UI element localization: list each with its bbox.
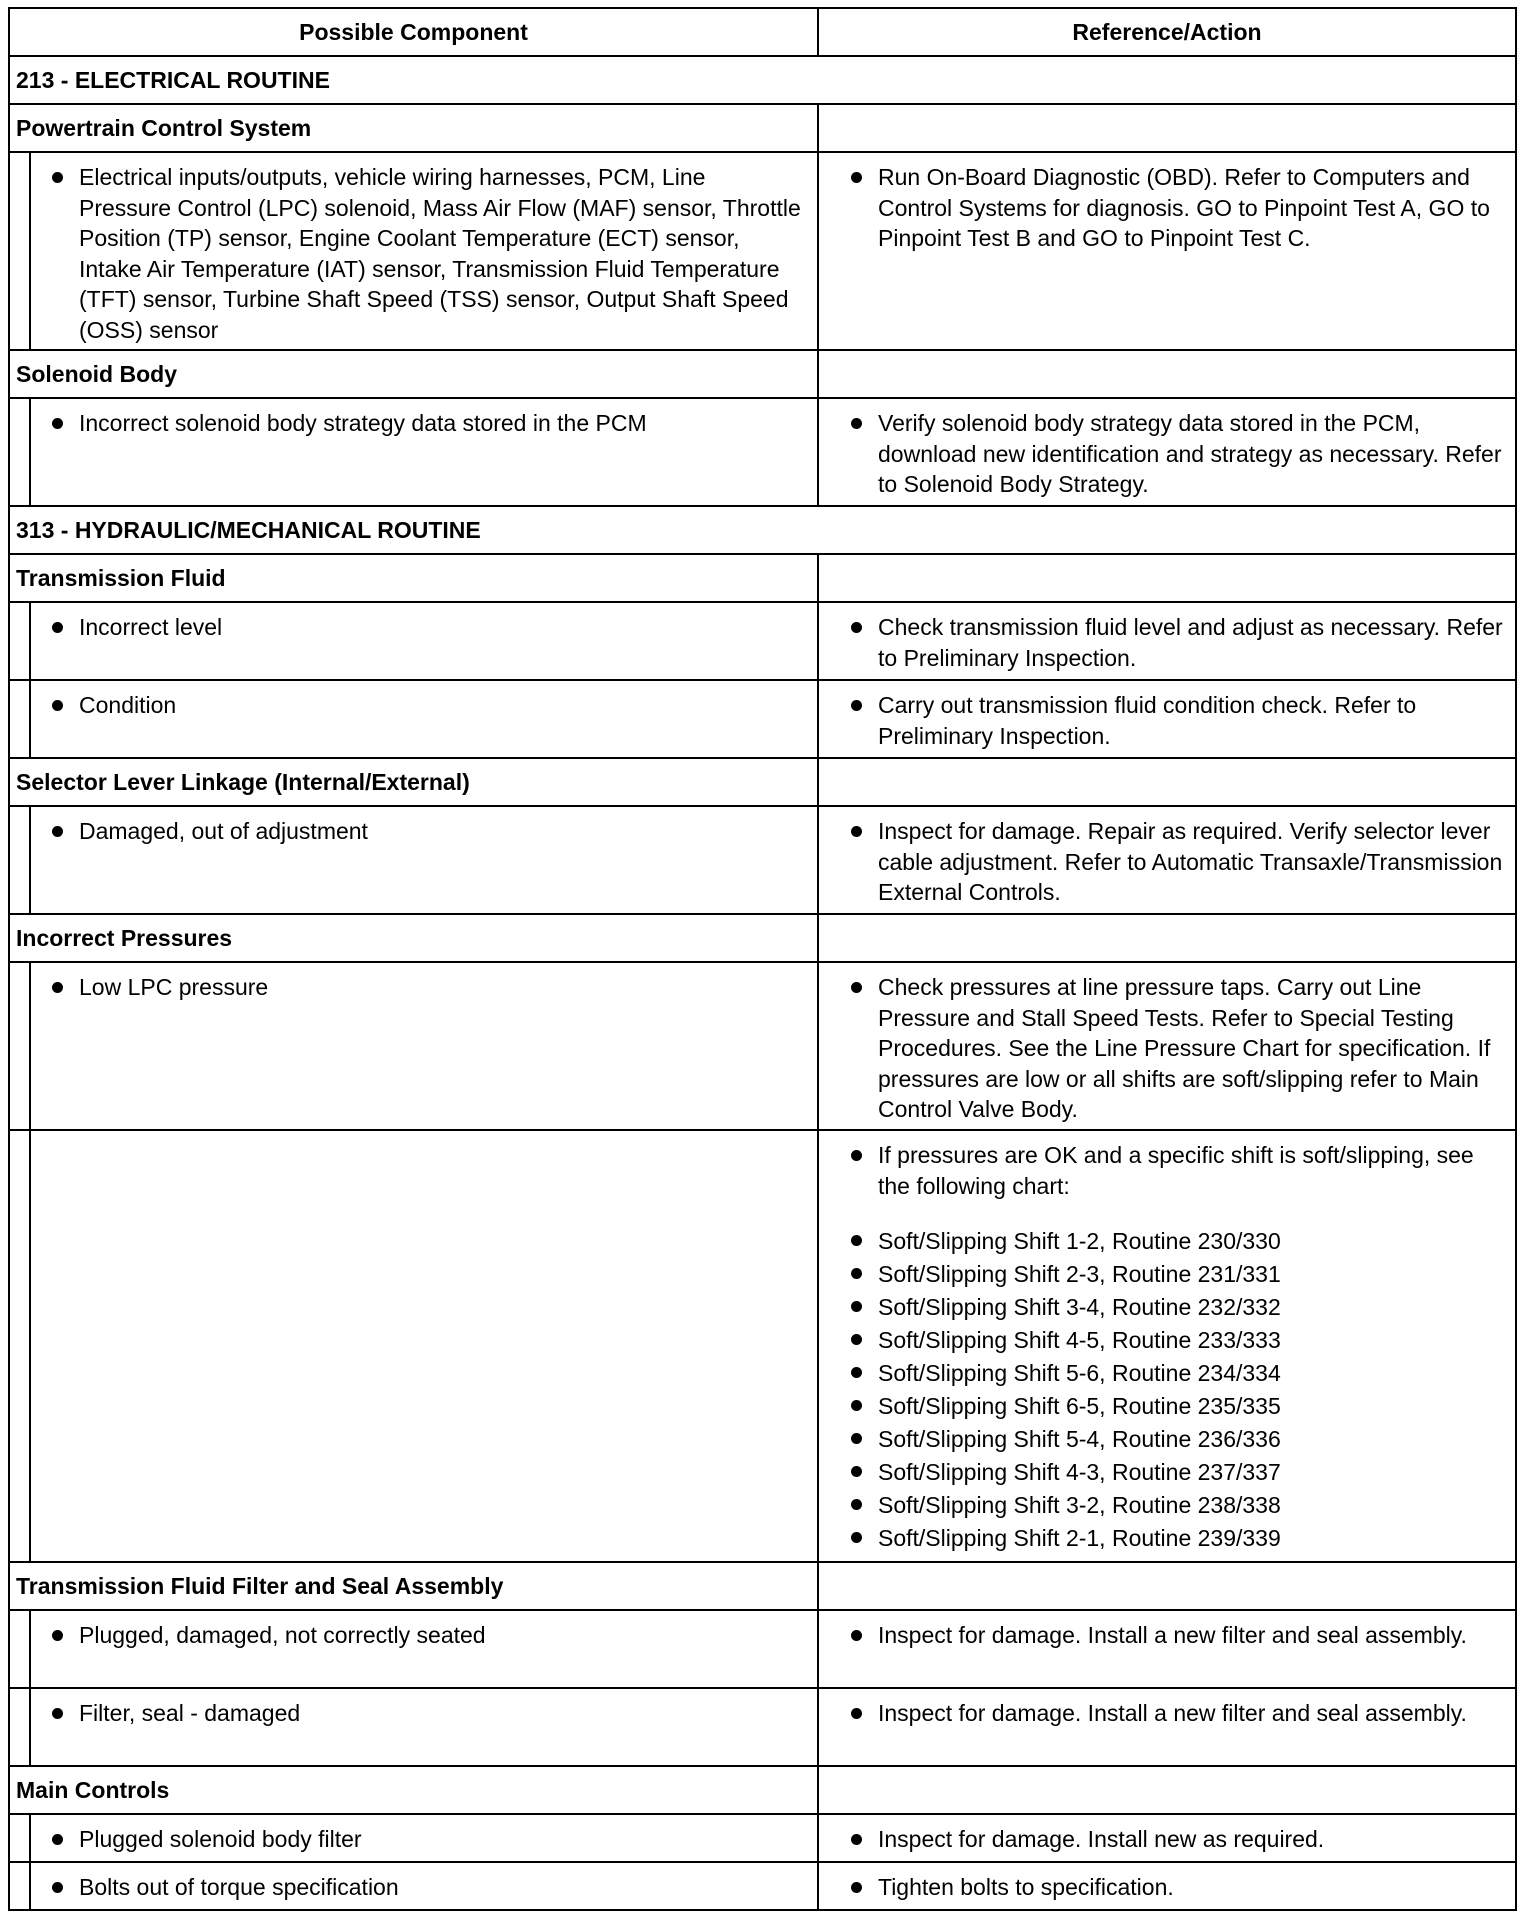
reference-cell: [818, 398, 1516, 506]
shift-routine-item: Soft/Slipping Shift 4-5, Routine 233/333: [819, 1324, 1507, 1357]
subheader-powertrain-control-system: Powertrain Control System: [9, 104, 818, 152]
table-row: [9, 962, 1516, 1130]
list-item: Electrical inputs/outputs, vehicle wiring harnesses, PCM, Line Pressure Control (LPC) solenoid, Mass Air Flow (MAF) sensor, Throttle Position (TP) sensor, Engine Coolant Temperature (ECT) sensor, Intake Air Temperature (IAT) sensor, Transmission Fluid Temperature (TFT) sensor, Turbine Shaft Speed (TSS) sensor, Output Shaft Speed (OSS) sensor: [31, 162, 803, 345]
shift-routine-item: Soft/Slipping Shift 5-6, Routine 234/334: [819, 1357, 1507, 1390]
indent-gutter: [9, 1862, 30, 1910]
reference-cell: [818, 152, 1516, 350]
component-cell-empty: [30, 1130, 818, 1562]
list-item: Inspect for damage. Repair as required. Verify selector lever cable adjustment. Refer to Automatic Transaxle/Transmission External Controls.: [819, 816, 1507, 908]
list-item: Incorrect level: [31, 612, 803, 643]
table-row: [9, 680, 1516, 758]
indent-gutter: [9, 1610, 30, 1688]
component-cell: [30, 1814, 818, 1862]
subheader-empty-cell: [818, 914, 1516, 962]
list-item: Low LPC pressure: [31, 972, 803, 1003]
indent-gutter: [9, 152, 30, 350]
indent-gutter: [9, 806, 30, 914]
indent-gutter: [9, 398, 30, 506]
list-item: Inspect for damage. Install new as required.: [819, 1824, 1507, 1855]
shift-routine-item: Soft/Slipping Shift 6-5, Routine 235/335: [819, 1390, 1507, 1423]
list-item: Filter, seal - damaged: [31, 1698, 803, 1729]
list-item: If pressures are OK and a specific shift is soft/slipping, see the following chart:: [819, 1140, 1507, 1201]
section-row: [9, 506, 1516, 554]
shift-routine-item: Soft/Slipping Shift 3-4, Routine 232/332: [819, 1291, 1507, 1324]
shift-routine-item: Soft/Slipping Shift 2-3, Routine 231/331: [819, 1258, 1507, 1291]
subheader-empty-cell: [818, 758, 1516, 806]
list-item: Run On-Board Diagnostic (OBD). Refer to Computers and Control Systems for diagnosis. GO to Pinpoint Test A, GO to Pinpoint Test B and GO to Pinpoint Test C.: [819, 162, 1507, 254]
subheader-row: [9, 1766, 1516, 1814]
component-cell: [30, 1610, 818, 1688]
subheader-row: [9, 758, 1516, 806]
reference-cell: [818, 1814, 1516, 1862]
reference-cell: [818, 602, 1516, 680]
subheader-selector-lever-linkage: Selector Lever Linkage (Internal/External): [9, 758, 818, 806]
list-item: Check pressures at line pressure taps. Carry out Line Pressure and Stall Speed Tests. Refer to Special Testing Procedures. See the Line Pressure Chart for specification. If pressures are low or all shifts are soft/slipping refer to Main Control Valve Body.: [819, 972, 1507, 1125]
list-item: Tighten bolts to specification.: [819, 1872, 1507, 1903]
list-item: Plugged solenoid body filter: [31, 1824, 803, 1855]
subheader-main-controls: Main Controls: [9, 1766, 818, 1814]
section-row: [9, 56, 1516, 104]
indent-gutter: [9, 1814, 30, 1862]
list-item: Damaged, out of adjustment: [31, 816, 803, 847]
diagnosis-table: [8, 7, 1517, 1911]
reference-cell: [818, 680, 1516, 758]
shift-routine-item: Soft/Slipping Shift 2-1, Routine 239/339: [819, 1522, 1507, 1555]
reference-cell: [818, 1688, 1516, 1766]
subheader-row: [9, 914, 1516, 962]
table-row: [9, 1862, 1516, 1910]
subheader-fluid-filter-seal-assembly: Transmission Fluid Filter and Seal Assembly: [9, 1562, 818, 1610]
component-cell: [30, 602, 818, 680]
table-row: [9, 398, 1516, 506]
table-row: [9, 602, 1516, 680]
subheader-empty-cell: [818, 1766, 1516, 1814]
shift-routine-item: Soft/Slipping Shift 5-4, Routine 236/336: [819, 1423, 1507, 1456]
table-row: [9, 152, 1516, 350]
table-row: [9, 1814, 1516, 1862]
component-cell: [30, 962, 818, 1130]
subheader-empty-cell: [818, 1562, 1516, 1610]
table-row: [9, 1130, 1516, 1562]
table-row: [9, 1688, 1516, 1766]
subheader-row: [9, 104, 1516, 152]
header-row: [9, 8, 1516, 56]
subheader-transmission-fluid: Transmission Fluid: [9, 554, 818, 602]
subheader-empty-cell: [818, 350, 1516, 398]
shift-routine-item: Soft/Slipping Shift 1-2, Routine 230/330: [819, 1225, 1507, 1258]
component-cell: [30, 152, 818, 350]
subheader-row: [9, 554, 1516, 602]
indent-gutter: [9, 962, 30, 1130]
table-row: [9, 806, 1516, 914]
indent-gutter: [9, 1688, 30, 1766]
list-item: Inspect for damage. Install a new filter and seal assembly.: [819, 1620, 1507, 1651]
list-item: Incorrect solenoid body strategy data stored in the PCM: [31, 408, 803, 439]
reference-cell: [818, 1610, 1516, 1688]
list-item: Check transmission fluid level and adjust as necessary. Refer to Preliminary Inspection.: [819, 612, 1507, 673]
subheader-incorrect-pressures: Incorrect Pressures: [9, 914, 818, 962]
section-hydraulic-mechanical-routine: 313 - HYDRAULIC/MECHANICAL ROUTINE: [9, 506, 1516, 554]
reference-cell: [818, 1862, 1516, 1910]
shift-routine-item: Soft/Slipping Shift 4-3, Routine 237/337: [819, 1456, 1507, 1489]
subheader-row: [9, 350, 1516, 398]
section-electrical-routine: 213 - ELECTRICAL ROUTINE: [9, 56, 1516, 104]
component-cell: [30, 398, 818, 506]
indent-gutter: [9, 680, 30, 758]
indent-gutter: [9, 602, 30, 680]
shift-routine-item: Soft/Slipping Shift 3-2, Routine 238/338: [819, 1489, 1507, 1522]
list-item: Condition: [31, 690, 803, 721]
subheader-empty-cell: [818, 554, 1516, 602]
subheader-solenoid-body: Solenoid Body: [9, 350, 818, 398]
component-cell: [30, 1862, 818, 1910]
component-cell: [30, 680, 818, 758]
indent-gutter: [9, 1130, 30, 1562]
header-possible-component: Possible Component: [9, 8, 818, 56]
list-item: Carry out transmission fluid condition check. Refer to Preliminary Inspection.: [819, 690, 1507, 751]
reference-cell: [818, 1130, 1516, 1562]
reference-cell: [818, 806, 1516, 914]
subheader-empty-cell: [818, 104, 1516, 152]
list-item: Plugged, damaged, not correctly seated: [31, 1620, 803, 1651]
list-item: Inspect for damage. Install a new filter and seal assembly.: [819, 1698, 1507, 1729]
list-item: Verify solenoid body strategy data stored in the PCM, download new identification and strategy as necessary. Refer to Solenoid Body Strategy.: [819, 408, 1507, 500]
component-cell: [30, 1688, 818, 1766]
subheader-row: [9, 1562, 1516, 1610]
reference-cell: [818, 962, 1516, 1130]
header-reference-action: Reference/Action: [818, 8, 1516, 56]
list-item: Bolts out of torque specification: [31, 1872, 803, 1903]
table-row: [9, 1610, 1516, 1688]
component-cell: [30, 806, 818, 914]
